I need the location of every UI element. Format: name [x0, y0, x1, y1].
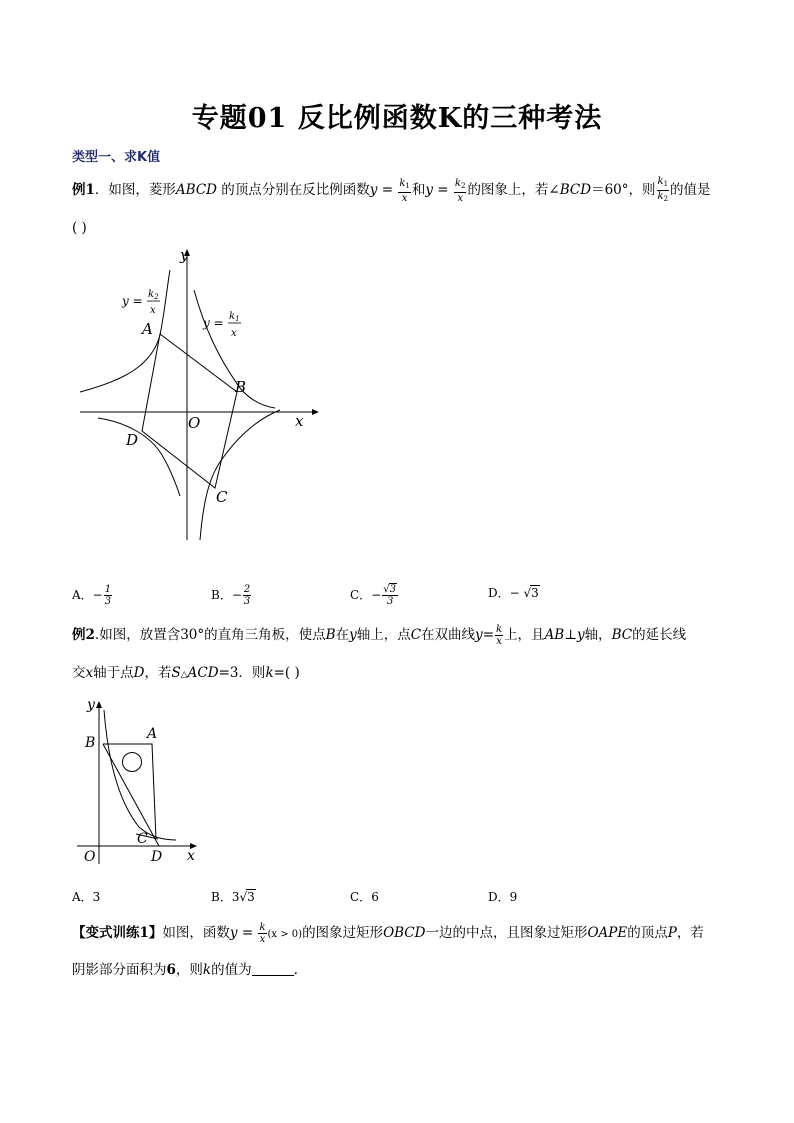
fraction-k2-over-x: $\frac{k_2}{x}$: [454, 177, 466, 204]
curve-k2-upper: [80, 270, 170, 392]
fig2-point-b: B: [85, 735, 96, 751]
fig2-origin-label: O: [84, 849, 96, 865]
fig1-point-a: A: [142, 320, 153, 338]
answer-blank[interactable]: [252, 963, 294, 976]
q1-option-b[interactable]: B．− $\frac{2}{3}$: [211, 584, 251, 607]
fig2-point-c: C: [137, 831, 148, 847]
set-square-hole: [123, 753, 142, 772]
fig1-x-label: x: [295, 412, 304, 430]
question-2-text: 例2.如图，放置含30°的直角三角板，使点B在y轴上，点C在双曲线y= $\frac{k}{x}$ 上，且AB⊥y轴，BC的延长线: [72, 624, 687, 647]
hyperbola: [104, 710, 176, 840]
fig1-curve1-y: y =: [203, 316, 224, 330]
variant-1-label: 【变式训练1】: [72, 925, 163, 941]
q2-option-a[interactable]: A．3: [72, 890, 101, 904]
fig2-point-d: D: [151, 849, 163, 865]
fig1-curve2-y: y =: [122, 294, 143, 308]
curve-k2-lower: [200, 410, 280, 540]
curve-k1-lower: [98, 418, 180, 496]
q1-answer-paren: ( ): [72, 220, 87, 236]
fig1-curve1-k: $k_1$: [229, 311, 240, 323]
q2-option-d[interactable]: D．9: [488, 890, 518, 904]
line-bcd: [103, 744, 159, 846]
fig1-origin-label: O: [188, 414, 201, 432]
fig1-point-d: D: [126, 431, 139, 449]
q1-option-c[interactable]: C．− $\frac{√3}{3}$: [350, 584, 396, 607]
question-1-text: 例1．如图，菱形ABCD 的顶点分别在反比例函数y = $\frac{k_1}{x}$ 和y = $\frac{k_2}{x}$ 的图象上，若∠BCD＝60°，则 $\frac{k_1}{k_2}$ 的值是: [72, 176, 711, 204]
fig1-y-label: y: [180, 246, 189, 264]
fig1-curve2-k: $k_2$: [148, 289, 159, 301]
q2-label: 例2: [72, 627, 95, 643]
fig2-x-label: x: [187, 848, 195, 864]
fig1-point-b: B: [235, 378, 247, 396]
fraction-k1-over-k2: $\frac{k_1}{k_2}$: [657, 176, 669, 203]
fig1-point-c: C: [216, 488, 228, 506]
fig1-curve2-x: x: [150, 305, 156, 316]
variant-1-text: 【变式训练1】如图，函数y = $\frac{k}{x}$ (x > 0)的图象过矩形OBCD一边的中点，且图象过矩形OAPE的顶点P，若: [72, 922, 704, 945]
variant-1-text-line2: 阴影部分面积为6，则k的值为 .: [72, 962, 298, 978]
fig1-curve1-x: x: [231, 328, 237, 339]
q1-option-d[interactable]: D．− √3: [488, 586, 539, 600]
q1-option-a[interactable]: A．− $\frac{1}{3}$: [72, 584, 112, 607]
q1-label: 例1: [72, 182, 95, 198]
q1-figure: [70, 240, 330, 545]
question-2-text-line2: 交x轴于点D，若S△ACD=3．则k=( ): [72, 665, 300, 681]
rhombus-abcd: [142, 334, 237, 488]
fraction-k1-over-x: $\frac{k_1}{x}$: [399, 177, 410, 204]
fig2-y-label: y: [87, 697, 95, 713]
page-title: 专题01 反比例函数K的三种考法: [191, 103, 603, 134]
fig2-point-a: A: [147, 726, 158, 742]
q2-option-c[interactable]: C．6: [350, 890, 379, 904]
q2-figure: [74, 692, 204, 867]
q2-option-b[interactable]: B．3√3: [211, 890, 255, 904]
section-heading: 类型一、求K值: [72, 150, 161, 165]
